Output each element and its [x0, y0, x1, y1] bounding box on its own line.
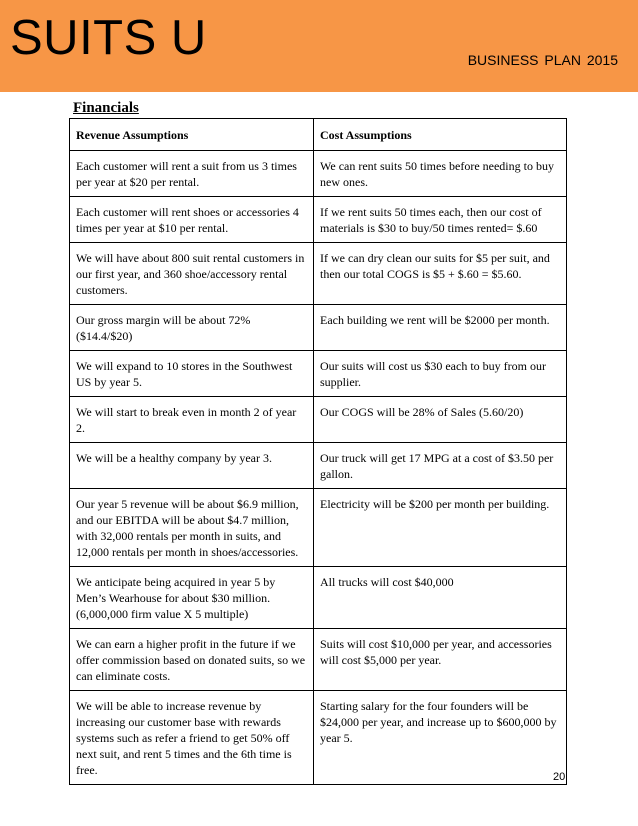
revenue-assumption-cell: We will be able to increase revenue by increasing our customer base with rewards systems such as refer a friend to get 50% off next suit, and rent 5 times and the 6th time is free.	[70, 691, 314, 785]
table-body	[70, 151, 567, 785]
table-row	[70, 305, 567, 351]
page-number: 20	[553, 771, 566, 783]
cost-assumption-cell: Our truck will get 17 MPG at a cost of $3.50 per gallon.	[314, 443, 567, 489]
revenue-assumption-cell: We will be a healthy company by year 3.	[70, 443, 314, 489]
revenue-assumption-cell: We will expand to 10 stores in the Southwest US by year 5.	[70, 351, 314, 397]
table-row	[70, 443, 567, 489]
revenue-assumptions-header: Revenue Assumptions	[70, 119, 314, 151]
plan-title: BUSINESS PLAN 2015	[467, 52, 618, 68]
section-title: Financials	[73, 100, 139, 116]
header-band	[0, 0, 638, 92]
table-row	[70, 567, 567, 629]
revenue-assumption-cell: Each customer will rent shoes or accessories 4 times per year at $10 per rental.	[70, 197, 314, 243]
table-row	[70, 691, 567, 785]
table-row	[70, 243, 567, 305]
revenue-assumption-cell: We anticipate being acquired in year 5 by Men’s Wearhouse for about $30 million. (6,000,000 firm value X 5 multiple)	[70, 567, 314, 629]
cost-assumption-cell: Suits will cost $10,000 per year, and accessories will cost $5,000 per year.	[314, 629, 567, 691]
cost-assumption-cell: If we can dry clean our suits for $5 per suit, and then our total COGS is $5 + $.60 = $5.60.	[314, 243, 567, 305]
revenue-assumption-cell: Each customer will rent a suit from us 3 times per year at $20 per rental.	[70, 151, 314, 197]
revenue-assumption-cell: Our gross margin will be about 72% ($14.4/$20)	[70, 305, 314, 351]
brand-title: SUITS U	[10, 11, 207, 65]
revenue-assumption-cell: We will start to break even in month 2 of year 2.	[70, 397, 314, 443]
cost-assumption-cell: If we rent suits 50 times each, then our cost of materials is $30 to buy/50 times rented= $.60	[314, 197, 567, 243]
cost-assumption-cell: Our COGS will be 28% of Sales (5.60/20)	[314, 397, 567, 443]
table-row	[70, 629, 567, 691]
cost-assumption-cell: Starting salary for the four founders will be $24,000 per year, and increase up to $600,000 by year 5.	[314, 691, 567, 785]
table-row	[70, 151, 567, 197]
revenue-assumption-cell: We can earn a higher profit in the future if we offer commission based on donated suits, so we can eliminate costs.	[70, 629, 314, 691]
revenue-assumption-cell: We will have about 800 suit rental customers in our first year, and 360 shoe/accessory rental customers.	[70, 243, 314, 305]
table-row	[70, 197, 567, 243]
table-row	[70, 397, 567, 443]
cost-assumptions-header: Cost Assumptions	[314, 119, 567, 151]
table-row	[70, 351, 567, 397]
table-row	[70, 489, 567, 567]
cost-assumption-cell: Each building we rent will be $2000 per month.	[314, 305, 567, 351]
assumptions-table	[69, 118, 567, 785]
cost-assumption-cell: Electricity will be $200 per month per building.	[314, 489, 567, 567]
cost-assumption-cell: All trucks will cost $40,000	[314, 567, 567, 629]
cost-assumption-cell: We can rent suits 50 times before needing to buy new ones.	[314, 151, 567, 197]
table-header-row	[70, 119, 567, 151]
cost-assumption-cell: Our suits will cost us $30 each to buy from our supplier.	[314, 351, 567, 397]
revenue-assumption-cell: Our year 5 revenue will be about $6.9 million, and our EBITDA will be about $4.7 million, with 32,000 rentals per month in suits, and 12,000 rentals per month in shoes/accessories.	[70, 489, 314, 567]
